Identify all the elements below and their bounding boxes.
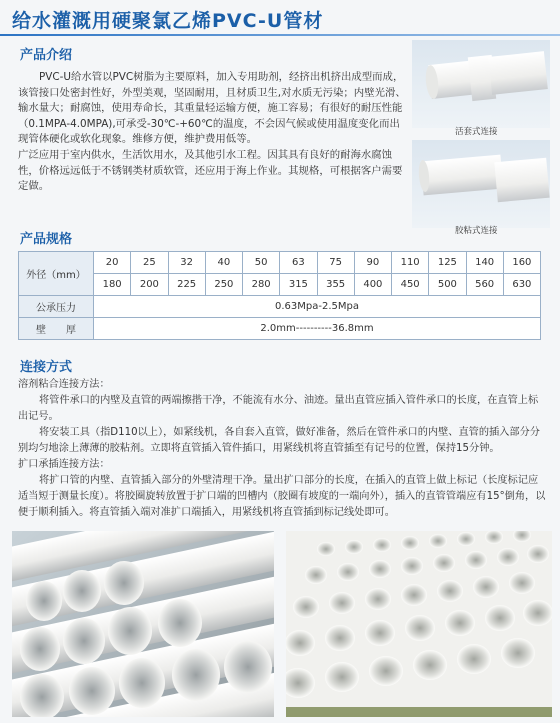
od-cell: 200 (131, 274, 168, 296)
glued-joint-photo (412, 140, 550, 228)
page-title: 给水灌溉用硬聚氯乙烯PVC-U管材 (12, 10, 324, 32)
od-cell: 560 (466, 274, 503, 296)
od-cell: 90 (354, 252, 391, 274)
od-label: 外径（mm） (19, 252, 94, 296)
od-cell: 40 (205, 252, 242, 274)
od-cell: 180 (94, 274, 131, 296)
spec-heading: 产品规格 (20, 232, 73, 247)
od-cell: 225 (168, 274, 205, 296)
od-cell: 630 (503, 274, 540, 296)
connection-heading: 连接方式 (20, 360, 73, 375)
socket-step-1: 将扩口管的内壁、直管插入部分的外壁清理干净。量出扩口部分的长度，在插入的直管上做上标记（长度标记应适当短于测量长度）。将胶圈旋转放置于扩口端的凹槽内（胶圈有坡度的一端向外），插入的直管管端应有15°倒角，以便于顺利插入。将直管插入端对准扩口端插入，用紧线机将直管插到标记线处即可。 (18, 475, 546, 518)
solvent-method-title: 溶剂粘合连接方法： (18, 379, 110, 390)
glued-joint-caption: 胶粘式连接 (455, 226, 498, 236)
solvent-step-2: 将安装工具（指D110以上），如紧线机，各自套入直管，做好准备，然后在管件承口的内壁、直管的插入部分分别均匀地涂上薄薄的胶粘剂。立即将直管插入管件插口，用紧线机将直管插至有记号的位置，保持15分钟。 (18, 427, 540, 454)
od-cell: 250 (205, 274, 242, 296)
od-cell: 140 (466, 252, 503, 274)
od-cell: 160 (503, 252, 540, 274)
intro-paragraph-2: 广泛应用于室内供水，生活饮用水，及其他引水工程。因其具有良好的耐海水腐蚀性，价格远远低于不锈钢类材质软管，还应用于海上作业。其规格，可根据客户需要定做。 (18, 148, 403, 193)
od-cell: 20 (94, 252, 131, 274)
od-cell: 280 (243, 274, 280, 296)
socket-joint-photo (412, 40, 550, 128)
od-cell: 355 (317, 274, 354, 296)
pressure-label: 公承压力 (19, 296, 94, 318)
od-cell: 25 (131, 252, 168, 274)
spec-row-wall (19, 318, 541, 340)
pipe-stack-photo-left (12, 531, 274, 717)
pipe-stack-photo-right (286, 531, 552, 717)
od-cell: 125 (429, 252, 466, 274)
intro-paragraph-1: PVC-U给水管以PVC树脂为主要原料，加入专用助剂，经挤出机挤出成型而成，该管接口处密封性好，外型美观，坚固耐用，且材质卫生,对水质无污染；内壁光滑、输水量大；耐腐蚀，使用寿命长，其重量轻运输方便，施工容易；有很好的耐压性能（0.1MPA-4.0MPA),可承受-30℃-+60℃的温度，不会因气候或使用温度变化而出现管体硬化或软化现象。维修方便，维护费用低等。 (18, 71, 406, 146)
spec-row-od-1 (19, 252, 541, 274)
spec-row-pressure (19, 296, 541, 318)
od-cell: 400 (354, 274, 391, 296)
intro-heading: 产品介绍 (20, 48, 73, 63)
socket-joint-caption: 活套式连接 (455, 127, 498, 137)
od-cell: 315 (280, 274, 317, 296)
spec-table (18, 251, 541, 340)
spec-row-od-2 (19, 274, 541, 296)
title-divider (0, 34, 560, 36)
od-cell: 110 (392, 252, 429, 274)
od-cell: 32 (168, 252, 205, 274)
pressure-value: 0.63Mpa-2.5Mpa (94, 296, 541, 318)
intro-text (18, 70, 406, 195)
od-cell: 450 (392, 274, 429, 296)
solvent-step-1: 将管件承口的内壁及直管的两端擦揩干净，不能流有水分、油迹。量出直管应插入管件承口的长度，在直管上标出记号。 (18, 395, 539, 422)
connection-text (18, 377, 546, 521)
od-cell: 63 (280, 252, 317, 274)
od-cell: 75 (317, 252, 354, 274)
od-cell: 50 (243, 252, 280, 274)
wall-value: 2.0mm----------36.8mm (94, 318, 541, 340)
wall-label: 壁 厚 (19, 318, 94, 340)
socket-method-title: 扩口承插连接方法： (18, 459, 110, 470)
od-cell: 500 (429, 274, 466, 296)
